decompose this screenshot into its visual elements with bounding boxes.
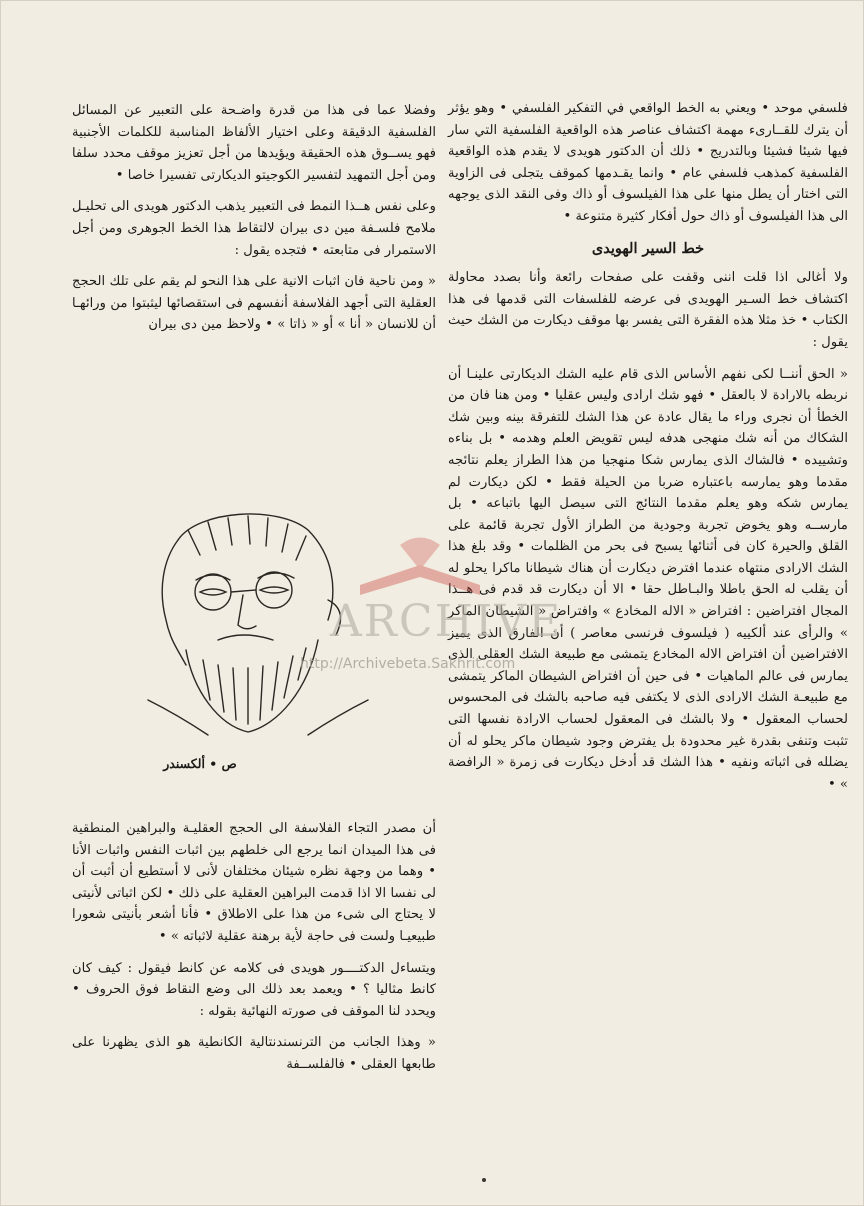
left-bottom-quote: « وهذا الجانب من الترنسندنتالية الكانطية هو الذى يظهرنا على طابعها العقلى • فالفلســفة (72, 1035, 436, 1072)
left-bottom-paragraph-2: ويتساءل الدكتــــور هويدى فى كلامه عن كانط فيقول : كيف كان كانط مثاليا ؟ • ويعمد بعد ذلك الى وضع النقاط فوق الحروف • ويحدد لنا الموقف فى صورته النهائية بقوله : (72, 960, 436, 1019)
archive-watermark-url: http://Archivebeta.Sakhrit.com (300, 656, 516, 672)
figure-caption: ص • ألكسندر (163, 756, 237, 771)
left-quote-paragraph: « ومن ناحية فان اثبات الانية على هذا النحو لم يقم على تلك الحجج العقلية التى أجهد الفلاسفة أنفسهم فى استقصائها ليثبتوا من ورائهـا أن للانسان « أنا » أو « ذاتا » • ولاحظ مين دى بيران (72, 274, 436, 333)
left-column-bottom (72, 818, 436, 1086)
left-paragraph-1: وفضلا عما فى هذا من قدرة واضـحة على التعبير عن المسائل الفلسفية الدقيقة وعلى اختيار الألفاظ المناسبة للكلمات الأجنبية فهو يســوق هذه الحقيقة ويؤيدها من أجل تعزيز موقف محدد سلفا ومن أجل التمهيد لتفسير الكوجيتو الديكارتى تفسيرا خاصا • (72, 103, 436, 183)
right-column (448, 98, 848, 805)
right-paragraph-1: فلسفي موحد • ويعني به الخط الواقعي في التفكير الفلسفي • وهو يؤثر أن يترك للقــارىء مهمة اكتشاف عناصر هذه الواقعية الفلسفية التي سار فيها شيئا فشيئا وبالتدريج • ذلك أن الدكتور هويدى لا يقدم هذه الواقعية الفلسفية كمذهب فلسفي عام • وانما يقـدمها كموقف يتجلى فى الزاوية التى اختار أن يطل منها على هذا الفيلسوف أو ذاك وفى النقد الذى يوجهه الى هذا الفيلسوف أو ذاك حول أفكار كثيرة متنوعة • (448, 101, 848, 224)
left-paragraph-2: وعلى نفس هــذا النمط فى التعبير يذهب الدكتور هويدى الى تحليـل ملامح فلسـفة مين دى بيران لالتقاط هذا الخط الجوهرى ومن أجل الاستمرار فى متابعته • فتجده يقول : (72, 199, 436, 258)
footer-dot (482, 1178, 486, 1182)
section-heading: خط السير الهويدى (591, 239, 705, 257)
right-quote-paragraph: « الحق أننــا لكى نفهم الأساس الذى قام عليه الشك الديكارتى علينـا أن نربطه بالارادة لا بالعقل • فهو شك ارادى وليس عقليا • ومن هنا فان من الخطأ أن نجرى وراء ما يقال عادة عن هذا الشك للتفرقة بينه وبين شك الشكاك من أنه شك منهجى هدفه ليس تقويض العلم وهدمه • بل بناءه وتشييده • فالشاك الذى يمارس شكا منهجيا من هذا الطراز يعلم نتائجه مقدما وهو يمارسه باعتباره ضربا من الحيلة فقط • لكن ديكارت لم يمارس شكه وهو يعلم مقدما النتائج التى سيصل اليها باتباعه • بل مارســه وهو يخوض تجربة وجودية من الطراز الأول تجربة قائمة على القلق والحيرة كان فى أثنائها يسبح فى بحر من الظلمات • وقد بلغ هذا الشك الارادى منتهاه عندما افترض ديكارت أن هناك شيطانا ماكرا يحلو له أن يقلب له الحق باطلا والبـاطل حقا • الا أن ديكارت قد قدم فى هــذا المجال افتراضين : افتراض « الاله المخادع » وافتراض « الشيطان الماكر » والرأى عند ألكييه ( فيلسوف فرنسى معاصر ) أن الفارق الذى يميز الافتراضين أن افتراض الاله المخادع يتمشى مع طبيعة الشك العقلى الذى يمارس فى عالم الماهيات • فى حين أن افتراض الشيطان الماكر يتمشى مع طبيعـة الشك الارادى الذى لا يكتفى فيه صاحبه بالشك فى المحسوس لحساب المعقول • ولا بالشك فى المعقول لحساب الارادة نفسها التى تثبت وتنفى بقدرة غير محدودة بل يفترض وجود شيطان ماكر يحلو له أن يضلله فى اثباته ونفيه • هذا الشك قد أدخل ديكارت فى زمرة « الرافضة » • (448, 366, 848, 792)
right-paragraph-2: ولا أغالى اذا قلت اننى وقفت على صفحات رائعة وأنا بصدد محاولة اكتشاف خط السـير الهويدى فى عرضه للفلسفات التى قدمها فى هذا الكتاب • خذ مثلا هذه الفقرة التى يفسر بها موقف ديكارت من الشك حيث يقول : (448, 270, 848, 350)
archive-logo-watermark (340, 525, 500, 605)
left-column-top (72, 100, 436, 346)
archive-watermark-text: ARCHIVE (330, 596, 563, 647)
left-bottom-paragraph-1: أن مصدر التجاء الفلاسفة الى الحجج العقليـة والبراهين المنطقية فى هذا الميدان انما يرجع الى خلطهم بين اثبات النفس واثبات الأنا • وهما من وجهة نظره شيئان مختلفان لأنى لا أستطيع أن أثبت أن لى نفسا الا اذا قدمت البراهين العقلية على ذلك • لكن اثباتى لأنيتى لا يحتاج الى شىء من هذا على الاطلاق • فأنا أشعر بأنيتى شعورا طبيعيـا ولست فى حاجة لأية برهنة عقلية لاثباته » • (72, 821, 436, 944)
